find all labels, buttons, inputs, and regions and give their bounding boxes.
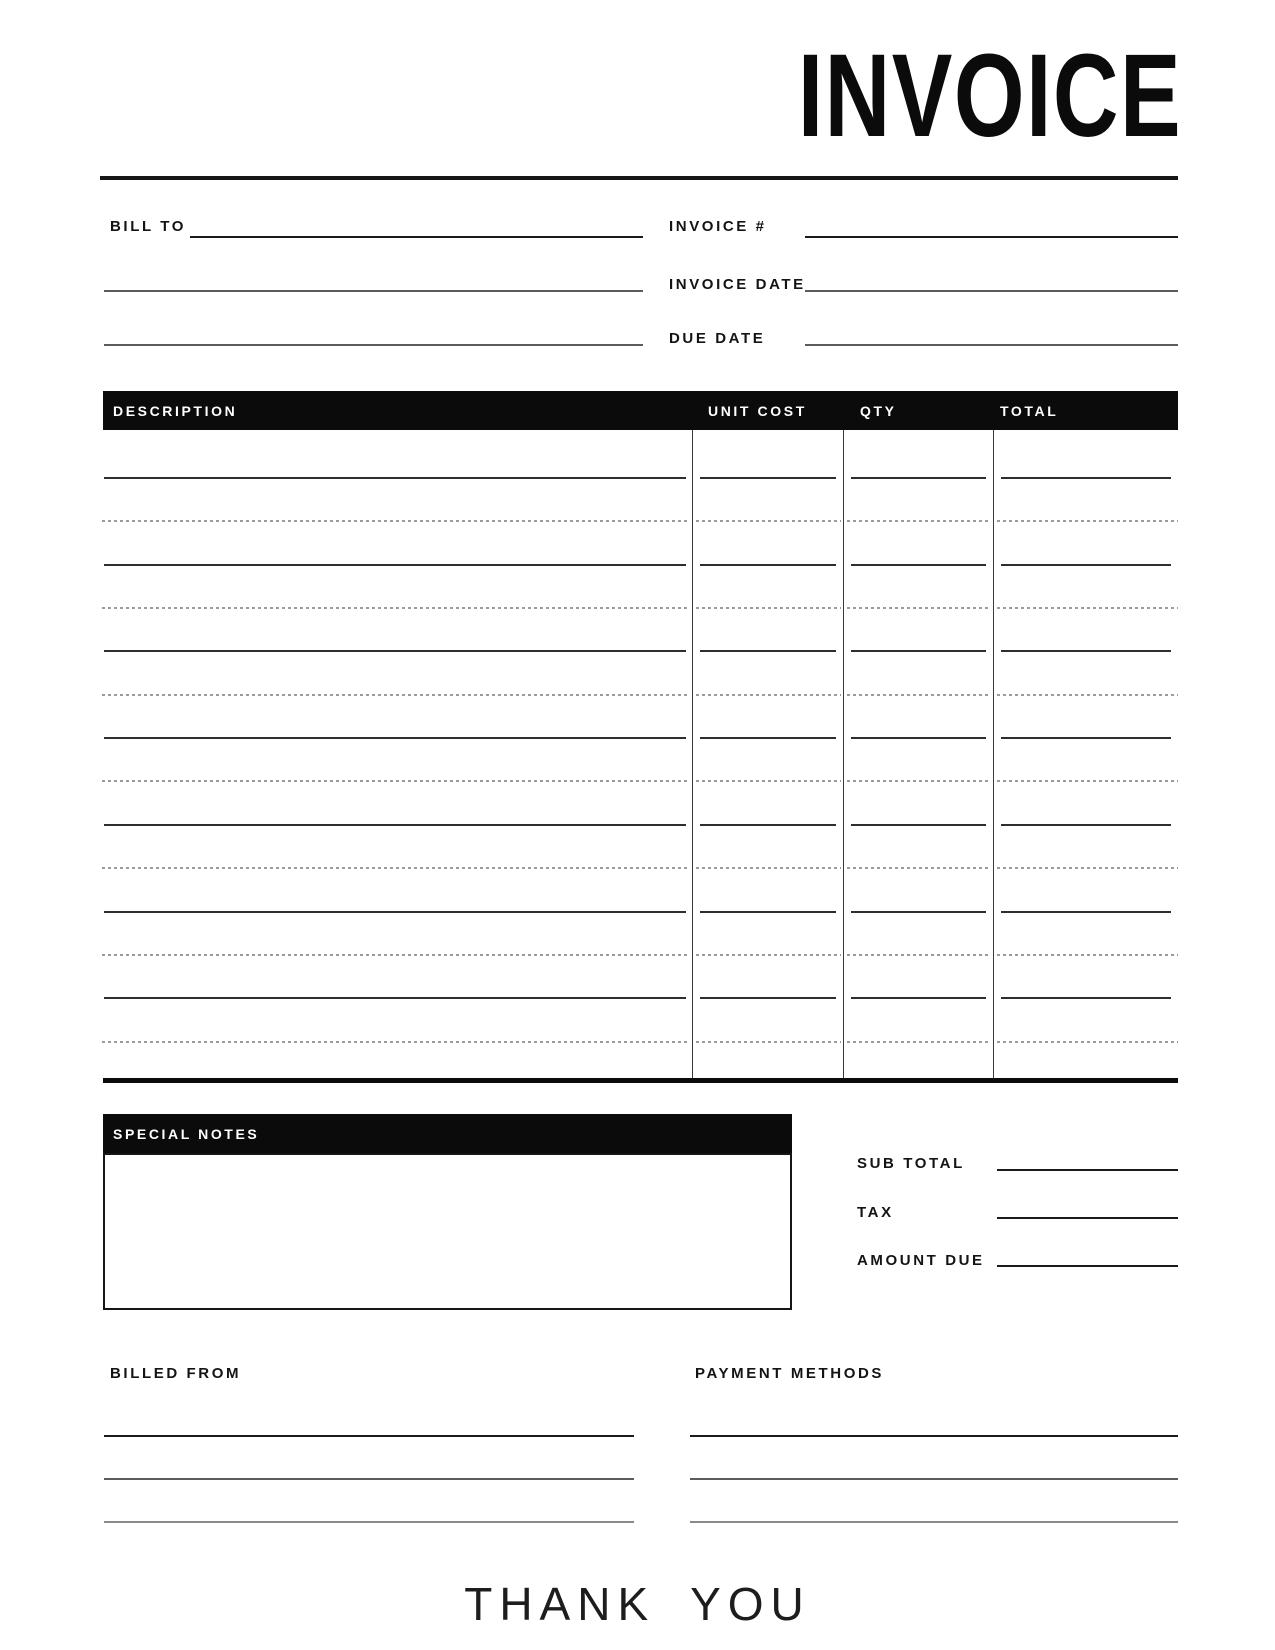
item-row-dashed-line[interactable] — [696, 954, 841, 956]
item-row-line[interactable] — [1001, 824, 1171, 826]
item-row-line[interactable] — [851, 564, 986, 566]
special-notes-header — [103, 1114, 792, 1153]
bill-to-field-1[interactable] — [190, 236, 643, 238]
column-separator-1 — [692, 430, 693, 1080]
item-row-line[interactable] — [851, 824, 986, 826]
item-row-dashed-line[interactable] — [847, 1041, 991, 1043]
item-row-line[interactable] — [700, 650, 836, 652]
payment-methods-field-3[interactable] — [690, 1521, 1178, 1523]
due-date-field[interactable] — [805, 344, 1178, 346]
item-row-dashed-line[interactable] — [997, 1041, 1178, 1043]
special-notes-label: SPECIAL NOTES — [113, 1126, 260, 1142]
amount-due-field[interactable] — [997, 1265, 1178, 1267]
item-row-dashed-line[interactable] — [102, 954, 690, 956]
item-row-line[interactable] — [1001, 997, 1171, 999]
item-row-dashed-line[interactable] — [102, 520, 690, 522]
amount-due-label: AMOUNT DUE — [857, 1252, 985, 1269]
item-row-line[interactable] — [1001, 911, 1171, 913]
item-row-line[interactable] — [851, 997, 986, 999]
item-row-dashed-line[interactable] — [696, 520, 841, 522]
item-row-dashed-line[interactable] — [847, 867, 991, 869]
item-row-dashed-line[interactable] — [997, 694, 1178, 696]
column-description-label: DESCRIPTION — [113, 403, 238, 419]
column-qty-label: QTY — [860, 403, 897, 419]
special-notes-box[interactable] — [103, 1153, 792, 1310]
billed-from-field-2[interactable] — [104, 1478, 634, 1480]
item-row-line[interactable] — [104, 824, 686, 826]
item-row-line[interactable] — [851, 737, 986, 739]
column-total-label: TOTAL — [1000, 403, 1059, 419]
column-separator-3 — [993, 430, 994, 1080]
item-row-dashed-line[interactable] — [997, 520, 1178, 522]
item-row-dashed-line[interactable] — [847, 607, 991, 609]
item-row-dashed-line[interactable] — [102, 867, 690, 869]
table-bottom-rule — [103, 1078, 1178, 1083]
column-separator-2 — [843, 430, 844, 1080]
bill-to-label: BILL TO — [110, 218, 186, 235]
item-row-dashed-line[interactable] — [997, 780, 1178, 782]
item-row-dashed-line[interactable] — [696, 694, 841, 696]
column-unit-cost-label: UNIT COST — [708, 403, 807, 419]
billed-from-field-1[interactable] — [104, 1435, 634, 1437]
item-row-dashed-line[interactable] — [102, 607, 690, 609]
bill-to-field-3[interactable] — [104, 344, 643, 346]
bill-to-field-2[interactable] — [104, 290, 643, 292]
title-rule — [100, 176, 1178, 180]
item-row-dashed-line[interactable] — [696, 867, 841, 869]
invoice-date-field[interactable] — [805, 290, 1178, 292]
payment-methods-label: PAYMENT METHODS — [695, 1365, 885, 1382]
invoice-number-field[interactable] — [805, 236, 1178, 238]
tax-field[interactable] — [997, 1217, 1178, 1219]
item-row-line[interactable] — [851, 911, 986, 913]
item-row-line[interactable] — [1001, 650, 1171, 652]
item-row-line[interactable] — [851, 650, 986, 652]
item-row-line[interactable] — [104, 997, 686, 999]
item-row-line[interactable] — [104, 911, 686, 913]
item-row-line[interactable] — [1001, 737, 1171, 739]
item-row-line[interactable] — [1001, 477, 1171, 479]
item-row-line[interactable] — [1001, 564, 1171, 566]
invoice-number-label: INVOICE # — [669, 218, 767, 235]
item-row-line[interactable] — [104, 737, 686, 739]
item-row-dashed-line[interactable] — [847, 520, 991, 522]
item-row-dashed-line[interactable] — [102, 694, 690, 696]
item-row-dashed-line[interactable] — [847, 694, 991, 696]
item-row-dashed-line[interactable] — [102, 1041, 690, 1043]
due-date-label: DUE DATE — [669, 330, 766, 347]
invoice-date-label: INVOICE DATE — [669, 276, 806, 293]
billed-from-field-3[interactable] — [104, 1521, 634, 1523]
items-table-header — [103, 391, 1178, 430]
item-row-line[interactable] — [700, 477, 836, 479]
thank-you-text: THANK YOU — [464, 1578, 811, 1630]
item-row-dashed-line[interactable] — [997, 954, 1178, 956]
sub-total-field[interactable] — [997, 1169, 1178, 1171]
sub-total-label: SUB TOTAL — [857, 1155, 965, 1172]
item-row-dashed-line[interactable] — [102, 780, 690, 782]
item-row-dashed-line[interactable] — [997, 867, 1178, 869]
item-row-line[interactable] — [104, 650, 686, 652]
payment-methods-field-2[interactable] — [690, 1478, 1178, 1480]
item-row-line[interactable] — [851, 477, 986, 479]
billed-from-label: BILLED FROM — [110, 1365, 242, 1382]
item-row-dashed-line[interactable] — [696, 780, 841, 782]
item-row-dashed-line[interactable] — [847, 954, 991, 956]
item-row-line[interactable] — [700, 997, 836, 999]
item-row-line[interactable] — [104, 477, 686, 479]
item-row-line[interactable] — [700, 737, 836, 739]
tax-label: TAX — [857, 1204, 894, 1221]
payment-methods-field-1[interactable] — [690, 1435, 1178, 1437]
item-row-dashed-line[interactable] — [696, 1041, 841, 1043]
item-row-dashed-line[interactable] — [847, 780, 991, 782]
item-row-dashed-line[interactable] — [997, 607, 1178, 609]
page-title: INVOICE — [797, 30, 1182, 162]
item-row-dashed-line[interactable] — [696, 607, 841, 609]
item-row-line[interactable] — [104, 564, 686, 566]
item-row-line[interactable] — [700, 911, 836, 913]
item-row-line[interactable] — [700, 824, 836, 826]
item-row-line[interactable] — [700, 564, 836, 566]
